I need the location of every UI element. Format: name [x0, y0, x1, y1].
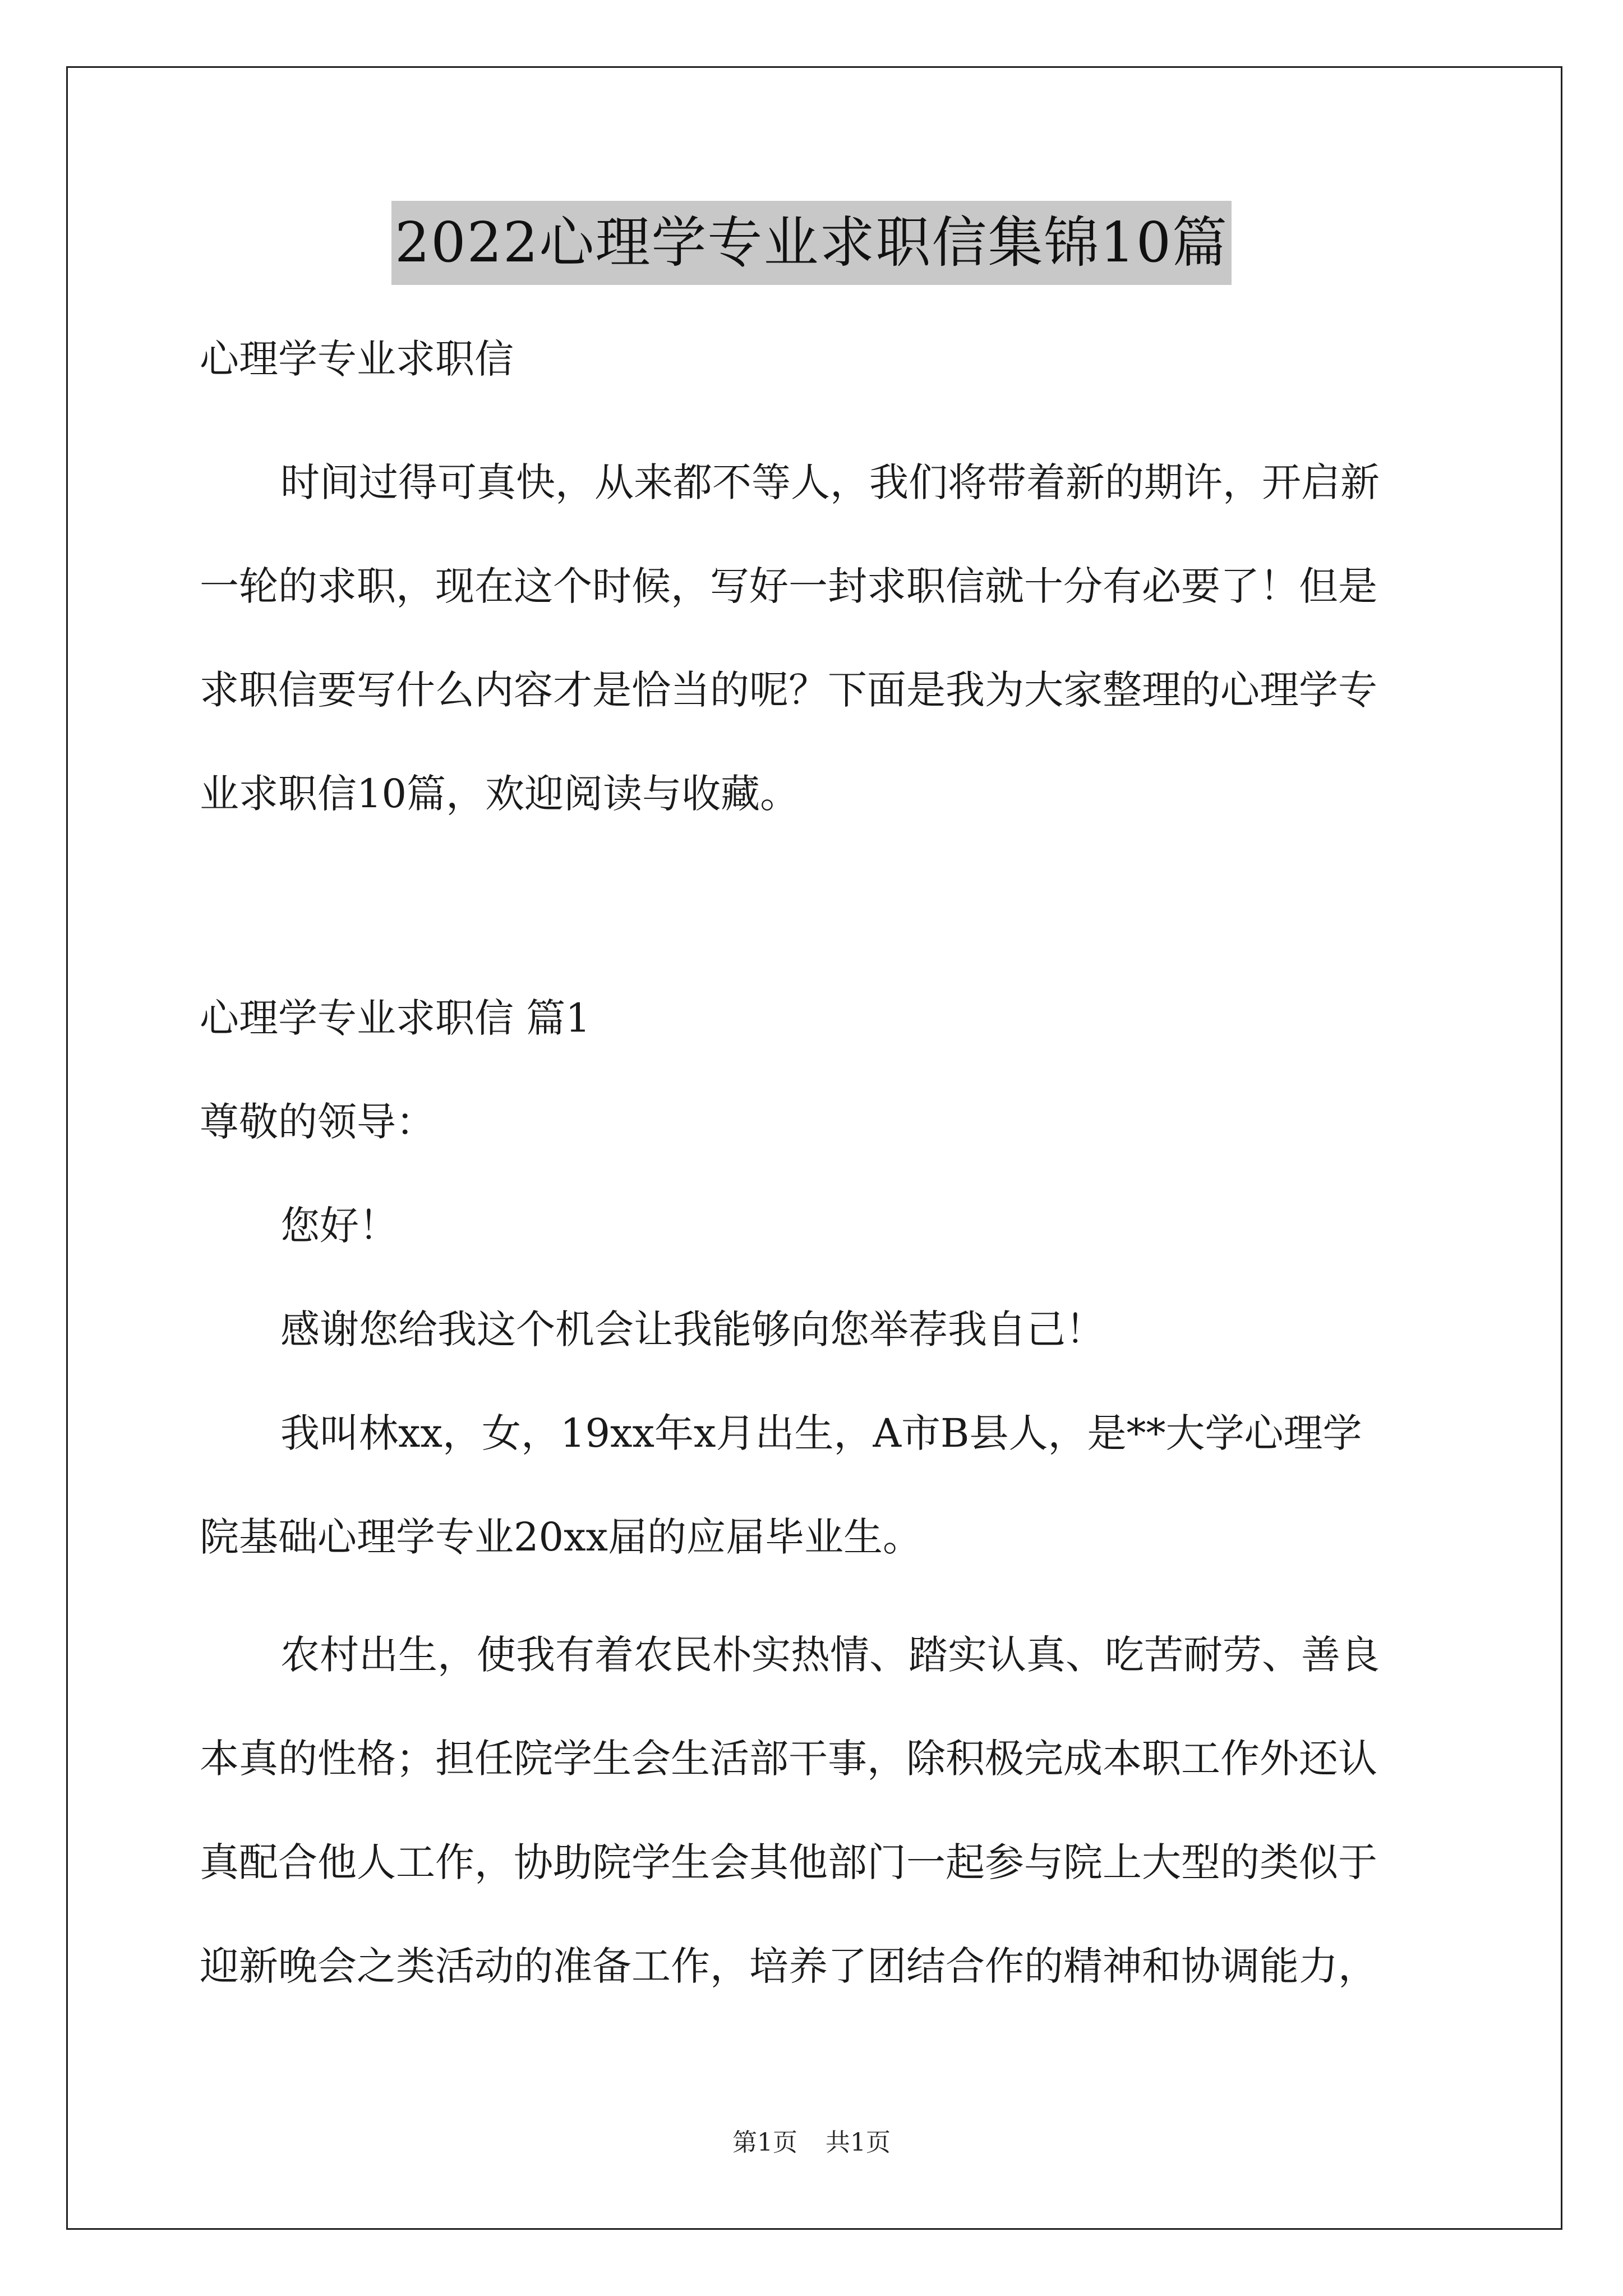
- paragraph-line: 本真的性格；担任院学生会生活部干事，除积极完成本职工作外还认: [200, 1736, 1377, 1782]
- page-footer: [0, 2126, 1623, 2160]
- paragraph-line: 院基础心理学专业20xx届的应届毕业生。: [200, 1514, 923, 1560]
- salutation: 尊敬的领导：: [200, 1099, 435, 1145]
- paragraph-line: 迎新晚会之类活动的准备工作，培养了团结合作的精神和协调能力，: [200, 1943, 1377, 1989]
- paragraph-line: 我叫林xx，女，19xx年x月出生，A市B县人，是**大学心理学: [280, 1410, 1362, 1456]
- paragraph-line: 农村出生，使我有着农民朴实热情、踏实认真、吃苦耐劳、善良: [280, 1632, 1380, 1678]
- section-heading: 心理学专业求职信 篇1: [200, 995, 591, 1041]
- paragraph-line: 时间过得可真快，从来都不等人，我们将带着新的期许，开启新: [280, 459, 1380, 505]
- section-heading: 心理学专业求职信: [200, 336, 514, 382]
- document-title: 2022心理学专业求职信集锦10篇: [391, 201, 1232, 285]
- paragraph-line: 感谢您给我这个机会让我能够向您举荐我自己！: [280, 1306, 1105, 1352]
- page-number: 第1页: [732, 2128, 797, 2157]
- paragraph-line: 业求职信10篇，欢迎阅读与收藏。: [200, 771, 800, 817]
- paragraph-line: 一轮的求职，现在这个时候，写好一封求职信就十分有必要了！但是: [200, 563, 1377, 609]
- title-container: [0, 201, 1623, 285]
- page-total: 共1页: [826, 2128, 891, 2157]
- greeting: 您好！: [280, 1203, 398, 1249]
- paragraph-line: 真配合他人工作，协助院学生会其他部门一起参与院上大型的类似于: [200, 1839, 1377, 1885]
- paragraph-line: 求职信要写什么内容才是恰当的呢？下面是我为大家整理的心理学专: [200, 667, 1377, 713]
